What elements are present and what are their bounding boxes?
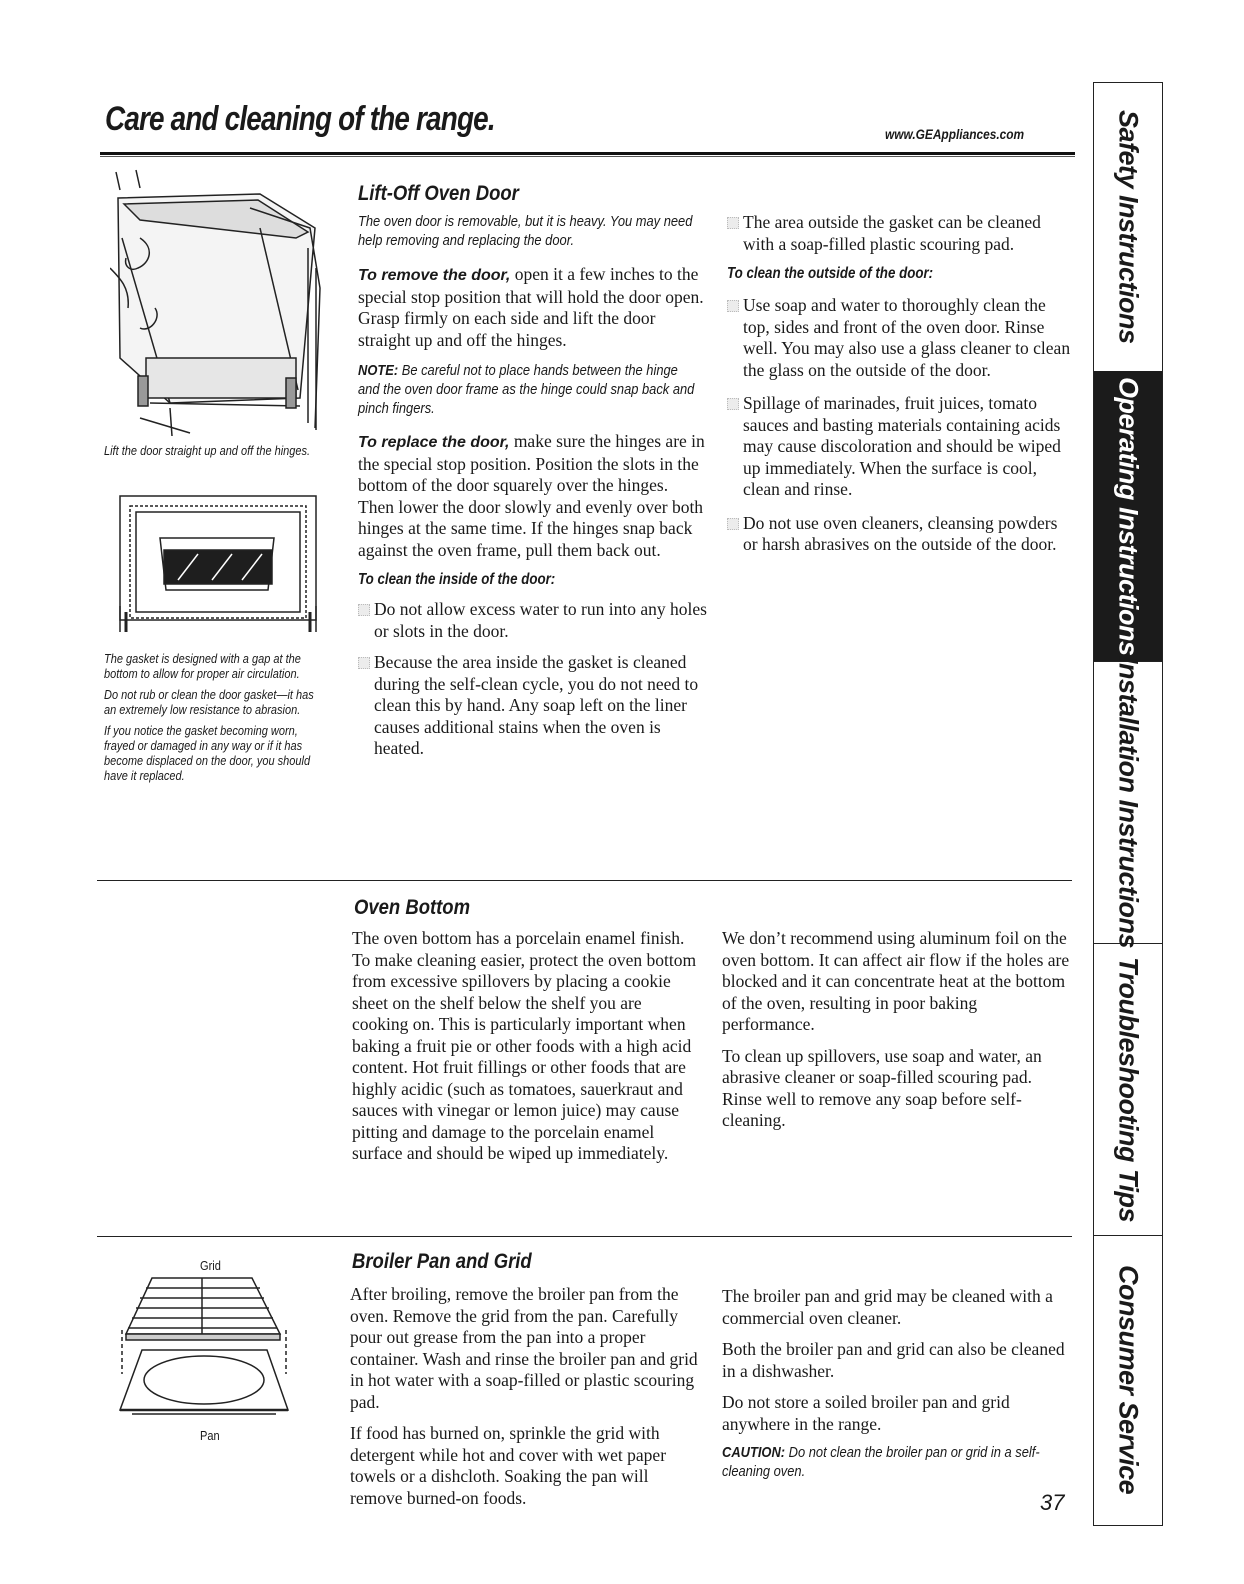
gasket-caption: The gasket is designed with a gap at the bottom to allow for proper air circulation. bbox=[104, 652, 301, 681]
oven-bottom-heading: Oven Bottom bbox=[354, 896, 471, 919]
grid-label: Grid bbox=[200, 1258, 221, 1273]
tab-operating-instructions[interactable]: Operating Instructions bbox=[1094, 371, 1162, 662]
replace-door-paragraph bbox=[358, 431, 708, 561]
caution-lead: CAUTION: bbox=[722, 1444, 786, 1461]
page-number: 37 bbox=[1040, 1490, 1065, 1515]
replace-door-text: make sure the hinges are in the special stop position. Position the slots in the bottom of the door squarely over the hinges. Then lower the door slowly and evenly over both hinges at the same time. If the hinges snap back against the oven frame, pull them back out. bbox=[358, 431, 705, 560]
outside-bullet: Spillage of marinades, fruit juices, tomato sauces and basting materials containing acids may cause discoloration and should be wiped up immediately. When the surface is cool, clean and rinse. bbox=[727, 393, 1072, 501]
note-paragraph bbox=[358, 361, 702, 421]
remove-door-lead: To remove the door, bbox=[358, 267, 511, 284]
oven-bottom-spillover-paragraph: To clean up spillovers, use soap and water, an abrasive cleaner or soap-filled scouring pad. Rinse well to remove any soap before self-cleaning. bbox=[722, 1045, 1042, 1130]
clean-inside-heading: To clean the inside of the door: bbox=[358, 571, 556, 588]
pan-label: Pan bbox=[200, 1428, 220, 1443]
gasket-caption: If you notice the gasket becoming worn, frayed or damaged in any way or if it has become displaced on the door, you should have it replaced. bbox=[104, 724, 311, 783]
remove-door-text: open it a few inches to the special stop position that will hold the door open. Grasp firmly on each side and lift the door straight up and off the hinges. bbox=[358, 264, 704, 350]
tab-safety-instructions[interactable]: Safety Instructions bbox=[1094, 83, 1162, 372]
caution-paragraph bbox=[722, 1443, 1049, 1481]
broiler-storage-paragraph: Do not store a soiled broiler pan and grid anywhere in the range. bbox=[722, 1392, 1010, 1434]
remove-door-paragraph bbox=[358, 264, 708, 351]
broiler-col1 bbox=[350, 1284, 700, 1509]
clean-outside-heading: To clean the outside of the door: bbox=[727, 265, 934, 282]
replace-door-lead: To replace the door, bbox=[358, 434, 510, 451]
gasket-captions bbox=[104, 652, 344, 784]
broiler-oven-cleaner-paragraph: The broiler pan and grid may be cleaned with a commercial oven cleaner. bbox=[722, 1286, 1053, 1328]
lift-off-intro: The oven door is removable, but it is heavy. You may need help removing and replacing the door. bbox=[358, 213, 693, 249]
website-url[interactable]: www.GEAppliances.com bbox=[885, 126, 1025, 142]
tab-consumer-service[interactable]: Consumer Service bbox=[1113, 1265, 1144, 1495]
oven-bottom-col1: The oven bottom has a porcelain enamel finish. To make cleaning easier, protect the oven bottom from excessive spillovers by placing a cookie sheet on the shelf below the shelf you are cooking on. This is particularly important when baking a fruit pie or other foods with a high acid content. Hot fruit fillings or other foods that are highly acidic (such as tomatoes, sauerkraut and sauces with vinegar or lemon juice) may cause pitting and damage to the porcelain enamel surface and should be wiped up immediately. bbox=[352, 928, 697, 1163]
inside-bullet: Do not allow excess water to run into any holes or slots in the door. bbox=[358, 599, 708, 642]
broiler-col2 bbox=[722, 1286, 1072, 1481]
broiler-burned-paragraph: If food has burned on, sprinkle the grid with detergent while hot and cover with wet paper towels or a dishcloth. Soaking the pan will remove burned-on foods. bbox=[350, 1423, 667, 1508]
lift-off-col1 bbox=[358, 212, 708, 760]
caution-text: Do not clean the broiler pan or grid in a self-cleaning oven. bbox=[722, 1444, 1040, 1480]
oven-gasket-illustration bbox=[118, 494, 318, 634]
section-divider bbox=[97, 880, 1072, 881]
oven-bottom-foil-paragraph: We don’t recommend using aluminum foil on the oven bottom. It can affect air flow if the holes are blocked and it can concentrate heat at the bottom of the oven, resulting in poor baking performance. bbox=[722, 928, 1070, 1034]
tab-installation-instructions[interactable]: Installation Instructions bbox=[1094, 661, 1162, 944]
broiler-pan-illustration bbox=[112, 1274, 297, 1424]
oven-bottom-col2 bbox=[722, 928, 1072, 1132]
header-rule bbox=[100, 152, 1075, 155]
note-lead: NOTE: bbox=[358, 362, 399, 379]
section-divider bbox=[97, 1236, 1072, 1237]
lift-off-door-heading: Lift-Off Oven Door bbox=[358, 182, 519, 205]
tab-troubleshooting-tips[interactable]: Troubleshooting Tips bbox=[1094, 943, 1162, 1236]
door-removal-illustration bbox=[110, 168, 325, 438]
gasket-bullet: The area outside the gasket can be cleaned with a soap-filled plastic scouring pad. bbox=[727, 212, 1072, 255]
outside-bullet: Do not use oven cleaners, cleansing powders or harsh abrasives on the outside of the door. bbox=[727, 513, 1072, 556]
lift-off-col2 bbox=[727, 212, 1072, 556]
outside-bullet: Use soap and water to thoroughly clean the top, sides and front of the oven door. Rinse well. You may also use a glass cleaner to clean the glass on the outside of the door. bbox=[727, 295, 1072, 381]
header-rule-thin bbox=[100, 156, 1075, 157]
broiler-wash-paragraph: After broiling, remove the broiler pan from the oven. Remove the grid from the pan. Carefully pour out grease from the pan into a proper container. Wash and rinse the broiler pan and grid in hot water with a soap-filled or plastic scouring pad. bbox=[350, 1284, 698, 1412]
section-tabs bbox=[1093, 82, 1163, 1526]
gasket-caption: Do not rub or clean the door gasket—it has an extremely low resistance to abrasion. bbox=[104, 688, 314, 717]
inside-bullet: Because the area inside the gasket is cleaned during the self-clean cycle, you do not need to clean this by hand. Any soap left on the liner causes additional stains when the oven is heated. bbox=[358, 652, 708, 760]
page-title: Care and cleaning of the range. bbox=[105, 100, 495, 138]
broiler-heading: Broiler Pan and Grid bbox=[352, 1250, 532, 1273]
note-text: Be careful not to place hands between the hinge and the oven door frame as the hinge could snap back and pinch fingers. bbox=[358, 362, 695, 417]
door-caption: Lift the door straight up and off the hinges. bbox=[104, 444, 311, 458]
broiler-dishwasher-paragraph: Both the broiler pan and grid can also be cleaned in a dishwasher. bbox=[722, 1339, 1065, 1381]
